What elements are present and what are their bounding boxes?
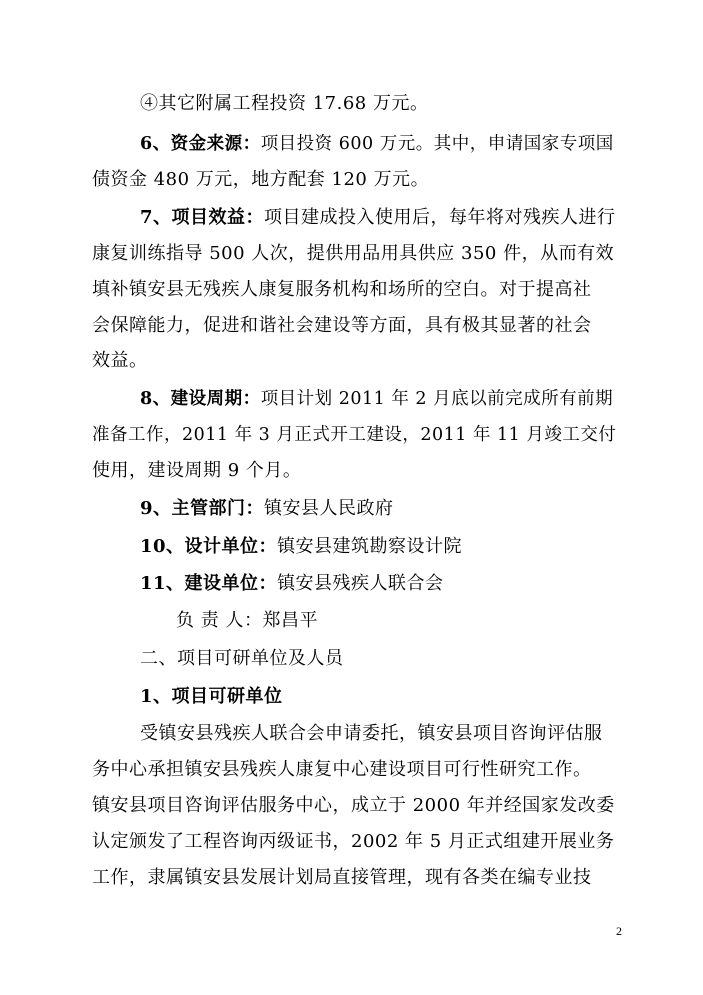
line-text: 务中心承担镇安县残疾人康复中心建设项目可行性研究工作。	[92, 759, 592, 780]
item-construction-unit	[140, 572, 622, 596]
line-text: 填补镇安县无残疾人康复服务机构和场所的空白。对于提高社	[92, 279, 592, 300]
section-heading: 9、主管部门：	[140, 498, 265, 519]
item-other-investment	[140, 92, 622, 116]
line-text: 郑昌平	[262, 610, 318, 631]
line-text: 受镇安县残疾人联合会申请委托，镇安县项目咨询评估服	[140, 723, 603, 744]
subsection-heading	[140, 685, 622, 709]
section-heading: 8、建设周期：	[140, 389, 261, 409]
line-text: 工作，隶属镇安县发展计划局直接管理，现有各类在编专业技	[92, 867, 592, 888]
item-project-benefit	[140, 206, 622, 230]
section-heading: 7、项目效益：	[140, 207, 265, 228]
line-text: 镇安县残疾人联合会	[277, 573, 444, 594]
line-text: 项目计划 2011 年 2 月底以前完成所有前期	[260, 389, 614, 409]
item-supervising-dept	[140, 497, 622, 521]
line-text: 使用，建设周期 9 个月。	[92, 460, 302, 481]
line-text: 项目投资 600 万元。其中，申请国家专项国	[260, 134, 614, 154]
section-heading: 11、建设单位：	[140, 573, 278, 594]
line-text: 认定颁发了工程咨询丙级证书，2002 年 5 月正式组建开展业务	[92, 831, 615, 852]
line-text: 准备工作，2011 年 3 月正式开工建设，2011 年 11 月竣工交付	[92, 425, 617, 445]
item-person-in-charge	[176, 609, 476, 633]
page-number: 2	[616, 924, 622, 938]
item-funding-source	[140, 132, 622, 156]
line-text: 1、项目可研单位	[140, 686, 283, 707]
paragraph-line	[92, 168, 622, 192]
line-text: 效益。	[92, 350, 148, 371]
line-text: 债资金 480 万元，地方配套 120 万元。	[92, 169, 430, 190]
paragraph-line	[92, 830, 622, 854]
paragraph-line	[92, 794, 622, 818]
paragraph-line	[92, 242, 622, 266]
line-text: 二、项目可研单位及人员	[140, 648, 344, 669]
paragraph-line	[92, 423, 622, 447]
section-heading: 6、资金来源：	[140, 134, 261, 154]
line-text: 镇安县项目咨询评估服务中心，成立于 2000 年并经国家发改委	[92, 795, 615, 816]
paragraph-line	[92, 459, 622, 483]
paragraph-line	[92, 349, 622, 373]
line-text: 镇安县人民政府	[264, 498, 394, 519]
line-text: 项目建成投入使用后，每年将对残疾人进行	[264, 207, 616, 228]
line-text: 会保障能力，促进和谐社会建设等方面，具有极其显著的社会	[92, 315, 592, 336]
item-design-unit	[140, 535, 622, 559]
paragraph-line	[92, 758, 622, 782]
chapter-heading	[140, 647, 622, 671]
line-text: 康复训练指导 500 人次，提供用品用具供应 350 件，从而有效	[92, 243, 615, 264]
section-heading: 10、设计单位：	[140, 536, 278, 557]
paragraph-line	[92, 314, 622, 338]
paragraph-line	[92, 278, 622, 302]
paragraph-line	[92, 866, 622, 890]
line-text: 镇安县建筑勘察设计院	[277, 536, 463, 557]
paragraph-line	[140, 722, 622, 746]
line-text: ④其它附属工程投资 17.68 万元。	[140, 93, 429, 114]
item-construction-period	[140, 387, 622, 411]
label-text: 负 责 人：	[176, 610, 263, 631]
